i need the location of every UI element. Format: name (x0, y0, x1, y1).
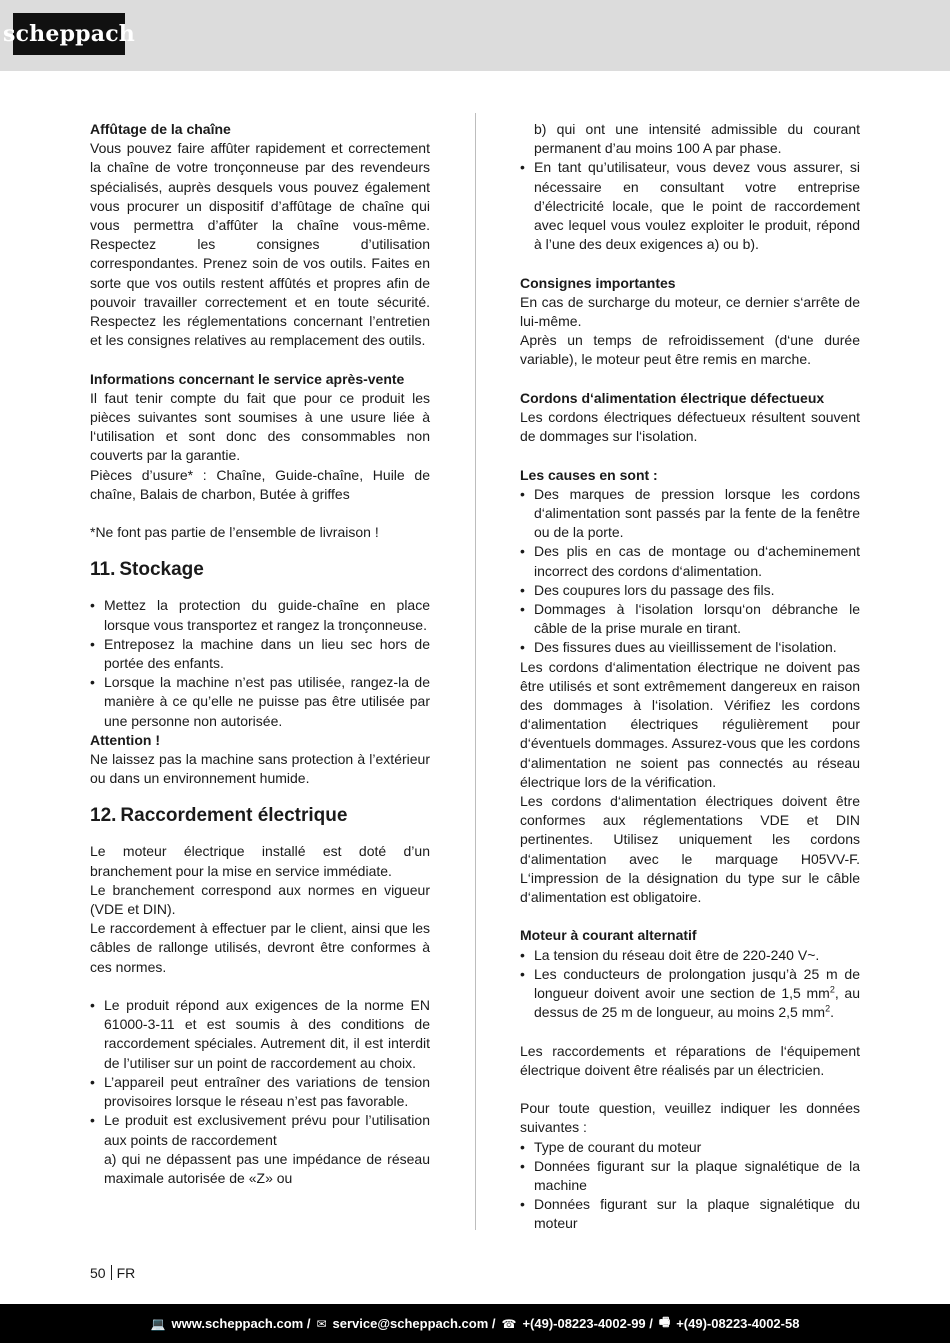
sharpen-body: Vous pouvez faire affûter rapidement et correctement la chaîne de votre tronçonneuse par des revendeurs spécialisés, auprès desquels vous pouvez également vous procurer un dispositif d’affûtage de chaîne qui vous permettra d’affûter la chaîne vous-même. Respectez les consignes d’utilisation correspondantes. Prenez soin de vos outils. Faites en sorte que vos outils restent affûtés et propres afin de pouvoir travailler correctement et en toute sécurité. Respectez les réglementations concernant l’entretien et les consignes relatives au remplacement des outils. (90, 140, 430, 349)
cords-title: Cordons d‘alimentation électrique défectueux (520, 389, 825, 406)
questions-intro: Pour toute question, veuillez indiquer les données suivantes : (520, 1100, 860, 1136)
list-item: • Des fissures dues au vieillissement de l‘isolation. (520, 638, 860, 657)
electrical-list (90, 996, 430, 1150)
list-item: • Entreposez la machine dans un lieu sec hors de portée des enfants. (90, 635, 430, 673)
electrical-p1: Le moteur électrique installé est doté d’un branchement pour la mise en service immédiate. (90, 843, 430, 879)
causes-list (520, 485, 860, 658)
storage-list (90, 596, 430, 730)
important-title: Consignes importantes (520, 274, 676, 291)
page-footer (0, 1304, 950, 1343)
user-list (520, 158, 860, 254)
ac-motor-list (520, 946, 860, 1023)
service-body: Il faut tenir compte du fait que pour ce produit les pièces suivantes sont soumises à une usure liée à l‘utilisation et sont donc des consommables non couverts par la garantie. (90, 389, 430, 464)
list-item: • Les conducteurs de prolongation jusqu’à 25 m de longueur doivent avoir une section de 1,5 $mm^2$, au dessus de 25 m de longueur, au moins 2,5 $mm^2$. (520, 965, 860, 1023)
fax-icon: 🖷 (658, 1315, 671, 1329)
list-item: • Lorsque la machine n’est pas utilisée, rangez-la de manière à ce qu’elle ne puisse pas être utilisée par une personne non autorisée. (90, 673, 430, 731)
repairs-text: Les raccordements et réparations de l‘équipement électrique doivent être réalisés par un électricien. (520, 1042, 860, 1078)
electrical-heading: 12. Raccordement électrique (90, 805, 348, 827)
questions-list (520, 1138, 860, 1234)
important-p2: Après un temps de refroidissement (d‘une durée variable), le moteur peut être remis en marche. (520, 332, 860, 368)
left-column (90, 120, 430, 1188)
list-item: • Dommages à l‘isolation lorsqu‘on débranche le câble de la prise murale en tirant. (520, 600, 860, 638)
ac-motor-title: Moteur à courant alternatif (520, 927, 697, 944)
scheppach-logo: scheppach (13, 13, 125, 55)
list-item: • Mettez la protection du guide-chaîne en place lorsque vous transportez et rangez la tronçonneuse. (90, 596, 430, 634)
causes-p2: Les cordons d‘alimentation électriques doivent être conformes aux réglementations VDE et DIN pertinentes. Utilisez uniquement les cordons d‘alimentation avec le marquage H05VV-F. L‘impression de la désignation du type sur le câble d‘alimentation est obligatoire. (520, 793, 860, 906)
page-header (0, 0, 950, 71)
fax-number: +(49)-08223-4002-58 (676, 1316, 800, 1331)
computer-icon: 💻 (150, 1316, 166, 1331)
list-item: • Le produit répond aux exigences de la norme EN 61000-3-11 et est soumis à des conditions de raccordement spéciales. Autrement dit, il est interdit de l’utiliser sur un point de raccordement au choix. (90, 996, 430, 1073)
page-number: 50 FR (90, 1265, 136, 1281)
phone-number: +(49)-08223-4002-99 / (522, 1316, 653, 1331)
website-link[interactable]: www.scheppach.com / (171, 1316, 311, 1331)
important-p1: En cas de surcharge du moteur, ce dernier s‘arrête de lui-même. (520, 293, 860, 330)
electrical-p3: Le raccordement à effectuer par le client, ainsi que les câbles de rallonge utilisés, devront être conformes à ces normes. (90, 920, 430, 975)
cords-body: Les cordons électriques défectueux résultent souvent de dommages sur l‘isolation. (520, 409, 860, 445)
list-item: • Des plis en cas de montage ou d‘acheminement incorrect des cordons d‘alimentation. (520, 542, 860, 580)
sharpen-title: Affûtage de la chaîne (90, 121, 231, 137)
causes-title: Les causes en sont : (520, 466, 658, 483)
email-link[interactable]: service@scheppach.com / (332, 1316, 496, 1331)
service-title: Informations concernant le service après-vente (90, 370, 405, 387)
list-item: • Données figurant sur la plaque signalétique de la machine (520, 1157, 860, 1195)
phone-icon: ☎ (501, 1316, 517, 1331)
delivery-note: *Ne font pas partie de l’ensemble de livraison ! (90, 524, 379, 541)
attention-body: Ne laissez pas la machine sans protection à l’extérieur ou dans un environnement humide. (90, 751, 430, 787)
list-item: • Des coupures lors du passage des fils. (520, 581, 860, 600)
list-item: • Type de courant du moteur (520, 1138, 860, 1157)
condition-a: a) qui ne dépassent pas une impédance de réseau maximale autorisée de «Z» ou (104, 1150, 430, 1186)
attention-title: Attention ! (90, 731, 160, 748)
condition-b: b) qui ont une intensité admissible du courant permanent d’au moins 100 A par phase. (534, 121, 860, 157)
list-item: • La tension du réseau doit être de 220-240 V~. (520, 946, 860, 965)
list-item: • L’appareil peut entraîner des variations de tension provisoires lorsque le réseau n’est pas favorable. (90, 1073, 430, 1111)
right-column (520, 120, 860, 1234)
causes-p1: Les cordons d‘alimentation électrique ne doivent pas être utilisés et sont extrêmement dangereux en raison des dommages à l‘isolation. Vérifiez les cordons d‘alimentation électriques régulièrement pour d‘éventuels dommages. Assurez-vous que les cordons d‘alimentation ne soient pas connectés au réseau électrique lors de la vérification. (520, 658, 860, 790)
list-item: • Des marques de pression lorsque les cordons d‘alimentation sont passés par la fente de la fenêtre ou de la porte. (520, 485, 860, 543)
list-item: • Le produit est exclusivement prévu pour l’utilisation aux points de raccordement (90, 1111, 430, 1149)
mail-icon: ✉ (316, 1316, 327, 1331)
list-item: • En tant qu’utilisateur, vous devez vous assurer, si nécessaire en consultant votre entreprise d’électricité locale, que le point de raccordement avec lequel vous voulez exploiter le produit, répond à l’une des deux exigences a) ou b). (520, 158, 860, 254)
column-divider (475, 113, 476, 1230)
electrical-p2: Le branchement correspond aux normes en vigueur (VDE et DIN). (90, 881, 430, 918)
list-item: • Données figurant sur la plaque signalétique du moteur (520, 1195, 860, 1233)
wear-parts: Pièces d’usure* : Chaîne, Guide-chaîne, Huile de chaîne, Balais de charbon, Butée à griffes (90, 466, 430, 502)
storage-heading: 11. Stockage (90, 559, 204, 581)
